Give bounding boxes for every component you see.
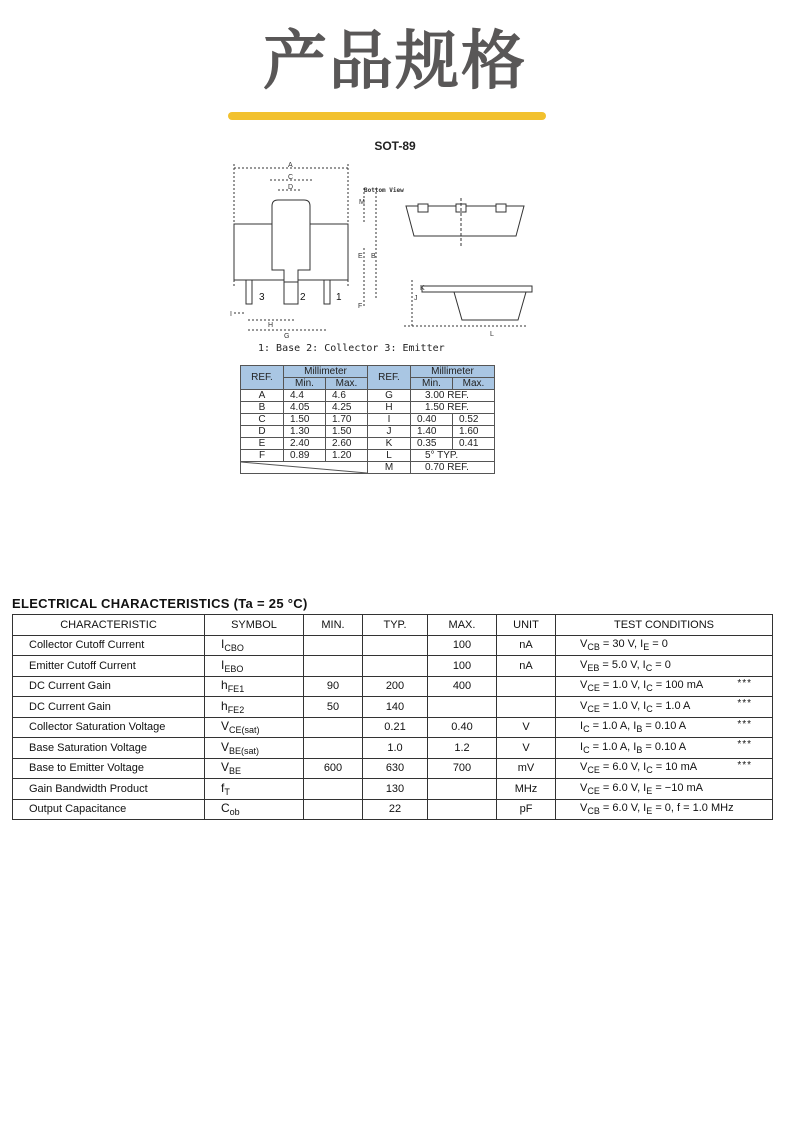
unit-cell: mV	[497, 758, 556, 779]
dims-min: 0.89	[284, 450, 326, 462]
note-stars: ***	[737, 677, 752, 689]
dims-max: 1.60	[453, 426, 495, 438]
unit-cell: nA	[497, 656, 556, 677]
dims-ref: L	[368, 450, 411, 462]
table-row	[13, 717, 773, 738]
max-cell: 700	[428, 758, 497, 779]
test-condition-cell: $I_C = 1.0$ A, $I_B = 0.10$ A ***	[556, 738, 773, 759]
dims-min: 4.4	[284, 390, 326, 402]
max-cell	[428, 799, 497, 820]
col-header-symbol: SYMBOL	[205, 615, 304, 636]
symbol-subscript: BE	[229, 766, 242, 777]
symbol-cell	[205, 758, 304, 779]
max-cell: 100	[428, 635, 497, 656]
characteristic-cell: Collector Saturation Voltage	[13, 717, 205, 738]
test-condition-cell: $V_{CB} = 6.0$ V, $I_E = 0$, f = 1.0 MHz	[556, 799, 773, 820]
symbol-cell	[205, 697, 304, 718]
dims-ref-header: REF.	[241, 366, 284, 390]
min-cell	[304, 717, 363, 738]
dims-max: 4.25	[326, 402, 368, 414]
dims-ref-header: REF.	[368, 366, 411, 390]
dims-max: 0.52	[453, 414, 495, 426]
table-row	[13, 779, 773, 800]
dims-max-header: Max.	[326, 378, 368, 390]
pin-caption: 1: Base 2: Collector 3: Emitter	[258, 343, 445, 354]
dim-label-b: B	[371, 253, 376, 260]
dims-ref: A	[241, 390, 284, 402]
unit-cell	[497, 676, 556, 697]
typ-cell: 200	[363, 676, 428, 697]
table-row	[241, 426, 495, 438]
min-cell: 600	[304, 758, 363, 779]
dims-span: 1.50 REF.	[411, 402, 495, 414]
dims-min: 4.05	[284, 402, 326, 414]
pin-number-2: 2	[300, 292, 306, 303]
unit-cell: pF	[497, 799, 556, 820]
symbol-letter: h	[221, 678, 228, 693]
col-header-characteristic: CHARACTERISTIC	[13, 615, 205, 636]
symbol-letter: V	[221, 760, 230, 775]
dims-ref: F	[241, 450, 284, 462]
test-condition-cell: $V_{CE} = 6.0$ V, $I_E = -10$ mA	[556, 779, 773, 800]
dims-min: 1.40	[411, 426, 453, 438]
dims-min: 1.50	[284, 414, 326, 426]
typ-cell: 1.0	[363, 738, 428, 759]
dims-span: 5° TYP.	[411, 450, 495, 462]
symbol-subscript: CE(sat)	[229, 725, 260, 736]
col-header-max: MAX.	[428, 615, 497, 636]
symbol-letter: V	[221, 739, 230, 754]
package-name: SOT-89	[374, 139, 416, 153]
electrical-characteristics-table	[12, 614, 773, 820]
typ-cell	[363, 656, 428, 677]
dims-min: 0.40	[411, 414, 453, 426]
dims-max: 4.6	[326, 390, 368, 402]
max-cell: 0.40	[428, 717, 497, 738]
dims-ref: D	[241, 426, 284, 438]
pin-number-3: 3	[259, 292, 265, 303]
dim-label-h: H	[268, 322, 274, 329]
min-cell: 90	[304, 676, 363, 697]
characteristic-cell: Gain Bandwidth Product	[13, 779, 205, 800]
page-title: 产品规格	[263, 25, 527, 99]
symbol-subscript: FE1	[227, 684, 245, 695]
typ-cell: 630	[363, 758, 428, 779]
characteristic-cell: Base to Emitter Voltage	[13, 758, 205, 779]
dims-min: 2.40	[284, 438, 326, 450]
characteristic-cell: DC Current Gain	[13, 676, 205, 697]
dim-label-i: I	[230, 311, 232, 318]
symbol-subscript: T	[224, 786, 230, 797]
dims-ref: H	[368, 402, 411, 414]
min-cell	[304, 656, 363, 677]
symbol-subscript: EBO	[224, 663, 244, 674]
test-condition-cell: $V_{CE} = 1.0$ V, $I_C = 100$ mA ***	[556, 676, 773, 697]
dims-min: 1.30	[284, 426, 326, 438]
test-condition-cell: $I_C = 1.0$ A, $I_B = 0.10$ A ***	[556, 717, 773, 738]
symbol-letter: I	[221, 657, 225, 672]
dims-ref: I	[368, 414, 411, 426]
dims-max: 1.70	[326, 414, 368, 426]
note-stars: ***	[737, 759, 752, 771]
dims-ref: B	[241, 402, 284, 414]
symbol-cell	[205, 799, 304, 820]
dims-max: 1.50	[326, 426, 368, 438]
table-row	[241, 402, 495, 414]
unit-cell: MHz	[497, 779, 556, 800]
table-row	[13, 697, 773, 718]
unit-cell: V	[497, 717, 556, 738]
symbol-letter: h	[221, 698, 228, 713]
table-row	[13, 656, 773, 677]
dims-max-header: Max.	[453, 378, 495, 390]
symbol-subscript: CBO	[224, 643, 244, 654]
symbol-subscript: ob	[229, 807, 240, 818]
symbol-cell	[205, 676, 304, 697]
test-condition-cell: $V_{CB} = 30$ V, $I_E = 0$	[556, 635, 773, 656]
characteristic-cell: DC Current Gain	[13, 697, 205, 718]
dim-label-k: K	[420, 285, 425, 292]
symbol-letter: V	[221, 719, 230, 734]
symbol-letter: C	[221, 801, 230, 816]
dims-unit-header: Millimeter	[284, 366, 368, 378]
col-header-min: MIN.	[304, 615, 363, 636]
symbol-subscript: BE(sat)	[229, 745, 260, 756]
typ-cell: 130	[363, 779, 428, 800]
dims-min-header: Min.	[411, 378, 453, 390]
characteristic-cell: Base Saturation Voltage	[13, 738, 205, 759]
dims-min-header: Min.	[284, 378, 326, 390]
dims-empty-cell	[241, 462, 368, 474]
package-outline-drawing	[226, 158, 538, 342]
dim-label-c: C	[288, 174, 294, 181]
symbol-subscript: FE2	[227, 704, 245, 715]
unit-cell: nA	[497, 635, 556, 656]
symbol-cell	[205, 656, 304, 677]
characteristic-cell: Emitter Cutoff Current	[13, 656, 205, 677]
dim-label-f: F	[358, 303, 363, 310]
table-row	[13, 676, 773, 697]
dim-label-d: D	[288, 184, 294, 191]
table-row	[241, 414, 495, 426]
typ-cell	[363, 635, 428, 656]
table-row	[241, 390, 495, 402]
typ-cell: 0.21	[363, 717, 428, 738]
dims-max: 2.60	[326, 438, 368, 450]
col-header-test-conditions: TEST CONDITIONS	[556, 615, 773, 636]
bottom-view-label: Bottom View	[364, 187, 404, 194]
max-cell	[428, 779, 497, 800]
unit-cell	[497, 697, 556, 718]
characteristic-cell: Output Capacitance	[13, 799, 205, 820]
dims-min: 0.35	[411, 438, 453, 450]
min-cell	[304, 779, 363, 800]
dimensions-table	[240, 365, 495, 474]
dims-span: 0.70 REF.	[411, 462, 495, 474]
dims-ref: C	[241, 414, 284, 426]
dims-span: 3.00 REF.	[411, 390, 495, 402]
test-condition-cell: $V_{EB} = 5.0$ V, $I_C = 0$	[556, 656, 773, 677]
table-row	[13, 758, 773, 779]
table-row	[241, 462, 495, 474]
max-cell	[428, 697, 497, 718]
symbol-cell	[205, 779, 304, 800]
dims-ref: M	[368, 462, 411, 474]
electrical-characteristics-title: ELECTRICAL CHARACTERISTICS (Ta = 25 °C)	[12, 596, 308, 611]
max-cell: 100	[428, 656, 497, 677]
dim-label-g: G	[284, 333, 290, 340]
characteristic-cell: Collector Cutoff Current	[13, 635, 205, 656]
dims-ref: J	[368, 426, 411, 438]
dim-label-a: A	[288, 162, 293, 169]
dims-unit-header: Millimeter	[411, 366, 495, 378]
typ-cell: 22	[363, 799, 428, 820]
min-cell	[304, 635, 363, 656]
min-cell: 50	[304, 697, 363, 718]
dim-label-m: M	[359, 199, 365, 206]
dims-ref: E	[241, 438, 284, 450]
symbol-cell	[205, 717, 304, 738]
max-cell: 400	[428, 676, 497, 697]
dim-label-l: L	[490, 331, 494, 338]
test-condition-cell: $V_{CE} = 6.0$ V, $I_C = 10$ mA ***	[556, 758, 773, 779]
min-cell	[304, 799, 363, 820]
typ-cell: 140	[363, 697, 428, 718]
col-header-unit: UNIT	[497, 615, 556, 636]
pin-number-1: 1	[336, 292, 342, 303]
max-cell: 1.2	[428, 738, 497, 759]
symbol-cell	[205, 635, 304, 656]
note-stars: ***	[737, 718, 752, 730]
dims-ref: K	[368, 438, 411, 450]
table-row	[13, 738, 773, 759]
table-row	[13, 635, 773, 656]
dims-ref: G	[368, 390, 411, 402]
dims-max: 1.20	[326, 450, 368, 462]
dims-max: 0.41	[453, 438, 495, 450]
title-underline	[228, 112, 546, 120]
dim-label-j: J	[414, 295, 418, 302]
symbol-letter: I	[221, 637, 225, 652]
symbol-letter: f	[221, 780, 225, 795]
test-condition-cell: $V_{CE} = 1.0$ V, $I_C = 1.0$ A ***	[556, 697, 773, 718]
note-stars: ***	[737, 698, 752, 709]
table-header-row	[13, 615, 773, 636]
dim-label-e: E	[358, 253, 363, 260]
min-cell	[304, 738, 363, 759]
table-row	[241, 438, 495, 450]
symbol-cell	[205, 738, 304, 759]
note-stars: ***	[737, 739, 752, 750]
unit-cell: V	[497, 738, 556, 759]
col-header-typ: TYP.	[363, 615, 428, 636]
table-row	[13, 799, 773, 820]
table-row	[241, 450, 495, 462]
